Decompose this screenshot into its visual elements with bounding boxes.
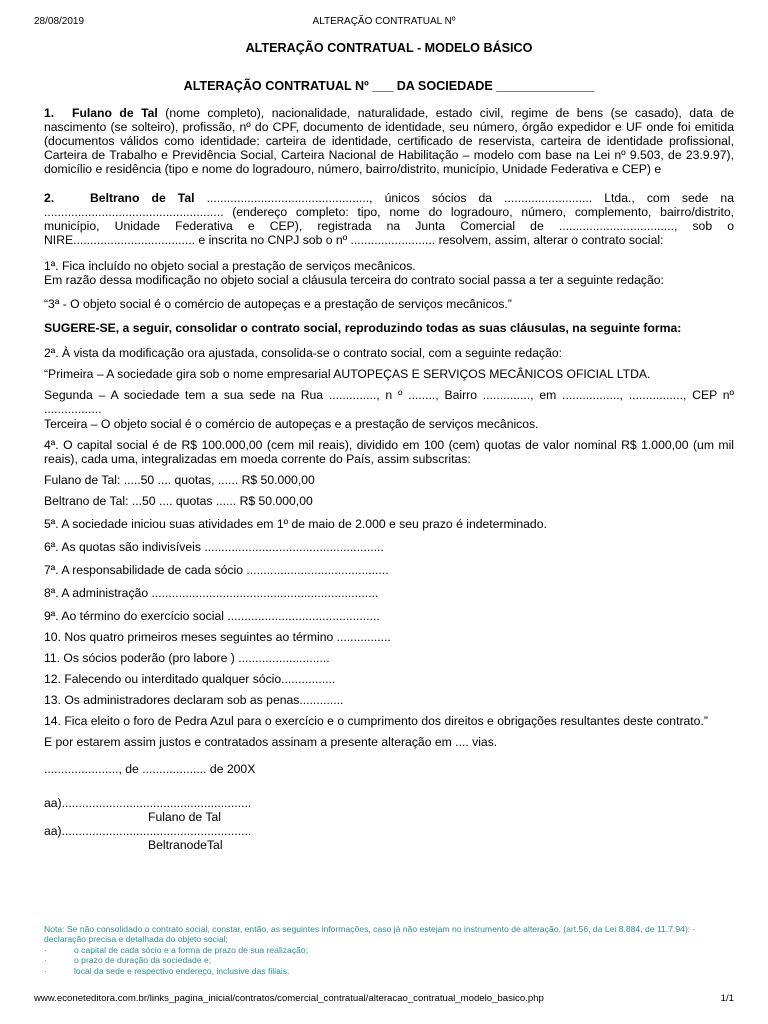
paragraph-number: 2. [44, 191, 55, 205]
clause-11: 11. Os sócios poderão (pro labore ) ........................... [44, 651, 330, 665]
footnote-item-text: o capital de cada sócio e a forma de prazo de sua realização; [74, 944, 309, 955]
paragraph-number: 1. [44, 106, 55, 120]
bullet-icon: · [44, 944, 47, 955]
clause-10: 10. Nos quatro primeiros meses seguintes ao término ................ [44, 630, 391, 644]
clause-12: 12. Falecendo ou interditado qualquer sócio................ [44, 672, 336, 686]
print-footer [34, 993, 734, 1005]
paragraph-text: (nome completo), nacionalidade, naturalidade, estado civil, regime de bens (se casado), data de nascimento (se solteiro), profissão, nº do CPF, documento de identidade, seu número, órgão expedidor e UF onde foi emitida (documentos válidos como identidade: carteira de identidade, certificado de reservista, carteira de identidade profissional, Carteira de Trabalho e Previdência Social, Carteira Nacional de Habilitação – modelo com base na Lei nº 9.503, de 23.9.97), domicílio e residência (tipo e nome do logradouro, número, bairro/distrito, município, Unidade Federativa e CEP) e [44, 106, 734, 176]
quoted-clause-3: “3ª - O objeto social é o comércio de autopeças e a prestação de serviços mecânicos.” [44, 297, 512, 311]
page-number: 1/1 [720, 993, 734, 1004]
clause-segunda: Segunda – A sociedade tem a sua sede na Rua .............., n º ........, Bairro .............., em ................., ................, CEP nº ................. [44, 388, 734, 416]
paragraph-text: ................................................, únicos sócios da .......................... Ltda., com sede na ..................................................... (endereço completo: tipo, nome do logradouro, número, complemento, bairro/distrito, município, Unidade Federativa e CEP), registrada na Junta Comercial de .................................., sob o NIRE.................................... e inscrita no CNPJ sob o nº ......................... resolvem, assim, alterar o contrato social: [44, 191, 734, 247]
footnote-item-text: o prazo de duração da sociedade e; [74, 955, 212, 966]
footnote-item [44, 945, 734, 955]
footnote-item [44, 966, 734, 976]
quota-line-fulano: Fulano de Tal: .....50 .... quotas, ...... R$ 50.000,00 [44, 473, 315, 487]
clause-8: 8ª. A administração ................................................................... [44, 586, 379, 600]
clause-4: 4ª. O capital social é de R$ 100.000,00 (cem mil reais), dividido em 100 (cem) quotas de valor nominal R$ 1.000,00 (um mil reais), cada uma, integralizadas em moeda corrente do País, assim subscritas: [44, 438, 734, 466]
clause-1: 1ª. Fica incluído no objeto social a prestação de serviços mecânicos. [44, 259, 416, 273]
clause-5: 5ª. A sociedade iniciou suas atividades em 1º de maio de 2.000 e seu prazo é indeterminado. [44, 517, 547, 531]
clause-primeira: “Primeira – A sociedade gira sob o nome empresarial AUTOPEÇAS E SERVIÇOS MECÂNICOS OFICIAL LTDA. [44, 367, 651, 381]
signature-name-2: BeltranodeTal [148, 838, 223, 852]
paragraph-text: Em razão dessa modificação no objeto social a cláusula terceira do contrato social passa a ter a seguinte redação: [44, 273, 664, 287]
clause-14: 14. Fica eleito o foro de Pedra Azul para o exercício e o cumprimento dos direitos e obrigações resultantes deste contrato.” [44, 714, 708, 728]
clause-9: 9ª. Ao término do exercício social ............................................. [44, 609, 380, 623]
print-date: 28/08/2019 [34, 16, 85, 27]
source-url: www.econeteditora.com.br/links_pagina_inicial/contratos/comercial_contratual/alteracao_contratual_modelo_basico.php [34, 993, 544, 1004]
closing-statement: E por estarem assim justos e contratados assinam a presente alteração em .... vias. [44, 735, 498, 749]
signature-line-2: aa)........................................................ [44, 824, 252, 838]
footnote [44, 924, 734, 976]
quota-line-beltrano: Beltrano de Tal: ...50 .... quotas ...... R$ 50.000,00 [44, 494, 313, 508]
clause-13: 13. Os administradores declaram sob as penas............. [44, 693, 344, 707]
print-title: ALTERAÇÃO CONTRATUAL Nº [312, 16, 456, 27]
clause-2: 2ª. À vista da modificação ora ajustada, consolida-se o contrato social, com a seguinte redação: [44, 346, 563, 360]
bullet-icon: · [44, 955, 47, 966]
bullet-icon: · [44, 965, 47, 976]
signature-line-1: aa)........................................................ [44, 796, 252, 810]
clause-7: 7ª. A responsabilidade de cada sócio .......................................... [44, 563, 389, 577]
footnote-item [44, 955, 734, 965]
document-body [44, 40, 734, 852]
partner-name: Beltrano de Tal [90, 191, 195, 205]
clause-terceira: Terceira – O objeto social é o comércio de autopeças e a prestação de serviços mecânicos. [44, 417, 539, 431]
suggestion-heading: SUGERE-SE, a seguir, consolidar o contrato social, reproduzindo todas as suas cláusulas, na seguinte forma: [44, 321, 682, 335]
footnote-text: Nota: Se não consolidado o contrato social, constar, então, as seguintes informações, caso já não estejam no instrumento de alteração, (art.56, da Lei 8.884, de 11.7.94): - declaração precisa e detalhada do objeto social; [44, 924, 696, 945]
footnote-item-text: local da sede e respectivo endereço, inclusive das filiais. [74, 965, 290, 976]
partner-name: Fulano de Tal [72, 106, 158, 120]
paragraph-partner-2 [44, 191, 734, 247]
print-header [34, 16, 734, 30]
document-title: ALTERAÇÃO CONTRATUAL - MODELO BÁSICO [245, 41, 533, 55]
signature-name-1: Fulano de Tal [148, 810, 221, 824]
paragraph-partner-1 [44, 106, 734, 176]
document-subtitle: ALTERAÇÃO CONTRATUAL Nº ___ DA SOCIEDADE ______________ [183, 79, 595, 93]
date-line: ......................, de ................... de 200X [44, 762, 256, 776]
clause-6: 6ª. As quotas são indivisíveis ..................................................... [44, 540, 384, 554]
